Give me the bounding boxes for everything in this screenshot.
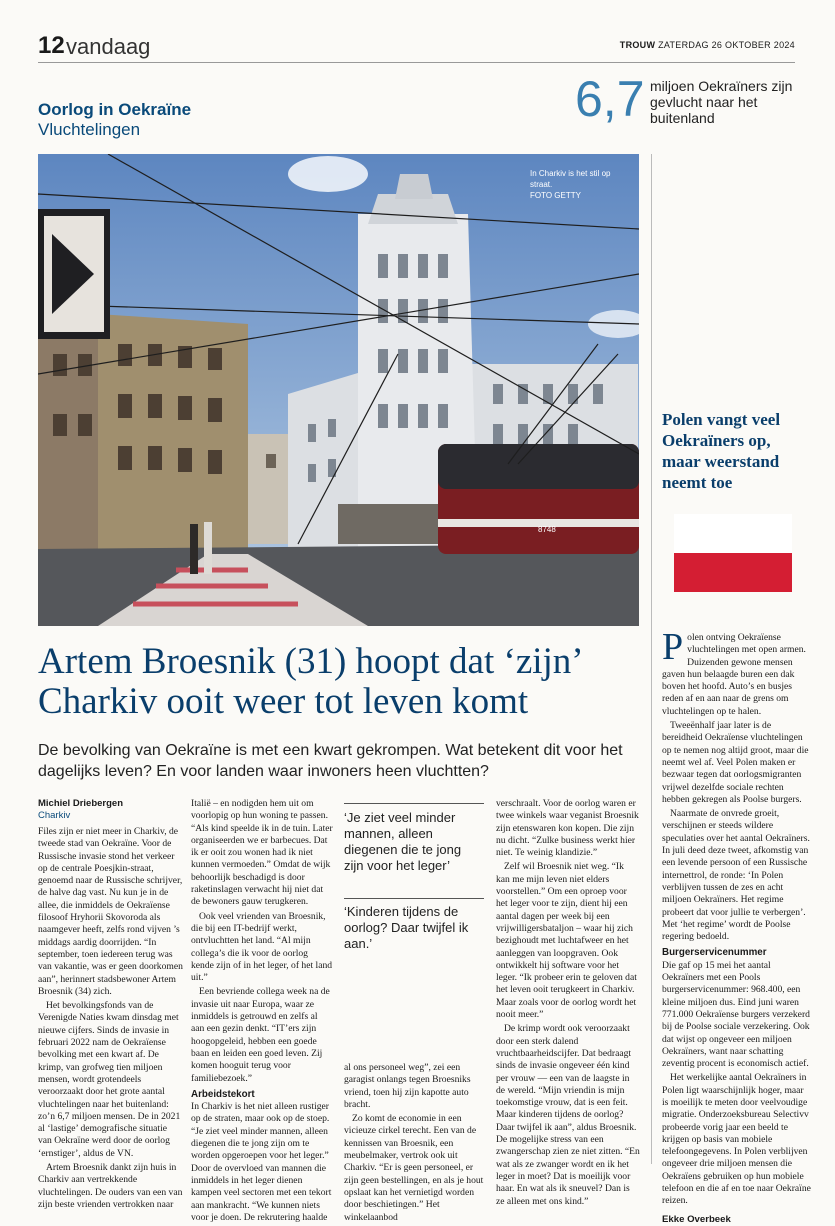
stat-number: 6,7 xyxy=(575,71,645,127)
paragraph: olen ontving Oekraïense vluchtelingen met open armen. Duizenden gewone mensen gaven hun belaagde buren een dak boven het hoofd. Auto’s en busjes reden af en aan naar de grens om vluchtelingen op te halen. xyxy=(662,632,806,717)
pull-quote-2: ‘Kinderen tijdens de oorlog? Daar twijfel ik aan.’ xyxy=(344,904,469,951)
article-lede: De bevolking van Oekraïne is met een kwart gekrompen. Wat betekent dit voor het dagelijks leven? En voor landen waar inwoners heen vluchtten? xyxy=(38,742,623,780)
paragraph: In Charkiv is het niet alleen rustiger op de straten, maar ook op de stoep. “Je ziet veel minder mannen, alleen diegenen die te jong zijn om te worden opgeroepen voor het leger.” Door de overvloed van mannen die inmiddels in het leger dienen kampen veel sectoren met een tekort aan mankracht. “We kunnen niets voor je doen. De rekrutering haalde xyxy=(191,1101,332,1223)
paragraph: Italië – en nodigden hem uit om voorlopig op hun woning te passen. “Als kind speelde ik in de tuin. Later organiseerden we er barbecues. Dat ik er ooit zou wonen had ik niet kunnen vermoeden.” Omdat de wijk behoorlijk beschadigd is door raketinslagen verwacht hij niet dat de bewoners gauw terugkeren. xyxy=(191,798,333,908)
sidebar-author: Ekke Overbeek xyxy=(662,1213,731,1225)
paragraph: verschraalt. Voor de oorlog waren er twee winkels waar veganist Broesnik zijn etenswaren kon kopen. Die zijn nu dicht. “Zulke business werkt hier niet. Te weinig klandizie.” xyxy=(496,798,639,859)
top-rule xyxy=(38,62,795,63)
pull-quote-1: ‘Je ziet veel minder mannen, alleen diegenen die te jong zijn voor het leger’ xyxy=(344,810,462,873)
paragraph: Een bevriende collega week na de invasie uit naar Europa, waar ze inmiddels is getrouwd en zelfs al aan een gezin denkt. “IT’ers zijn hoogopgeleid, hebben een goede baan en leiden een goed leven. Zij komen hooguit terug voor familiebezoek.” xyxy=(191,986,330,1084)
paragraph: Naarmate de onvrede groeit, verschijnen er steeds wildere speculaties over het aantal Oekraïners. In juli deed deze tweet, afkomstig van een levende persoon of een Russische internettrol, de ronde: ‘In Polen verblijven tussen de zes en acht miljoen Oekraïners. Het regime probeert dat voor jullie te verbergen’. Met ‘het regime’ wordt de Poolse regering bedoeld. xyxy=(662,808,810,943)
article-column-2 xyxy=(191,798,333,1226)
stat-text: miljoen Oekraïners zijn gevlucht naar het buitenland xyxy=(650,78,793,126)
article-column-1 xyxy=(38,826,183,1213)
paragraph: Het werkelijke aantal Oekraïners in Polen ligt waarschijnlijk hoger, maar is moeilijk te meten door veelvoudige migratie. Onderzoeksbureau Selectivv probeerde vorig jaar een beeld te krijgen op basis van mobiele telefoongegevens. In Polen verblijven ongeveer drie miljoen mensen die Oekraïens gebruiken op hun mobiele telefoon en die af en toe naar Oekraïne reizen. xyxy=(662,1072,811,1207)
byline-location: Charkiv xyxy=(38,810,71,821)
paragraph: Files zijn er niet meer in Charkiv, de tweede stad van Oekraïne. Voor de Russische invasie stond het verkeer op de centrale Poesjkin-straat, genoemd naar de Russische schrijver, de halve dag vast. Nu kun je in de allee, die inmiddels de Oekraïense filosoof Hryhorii Skovoroda als naamgever heeft, zelfs rond vijven ’s middags aardig doorrijden. “In september, toen iedereen terug was van vakantie, was er geen doorkomen aan”, herinnert stadsbewoner Artem Broesnik (34) zich. xyxy=(38,826,183,997)
quote-rule xyxy=(344,898,484,899)
sidebar-headline: Polen vangt veel Oekraïners op, maar weerstand neemt toe xyxy=(662,410,781,492)
photo-caption xyxy=(530,168,630,201)
kicker: Oorlog in Oekraïne xyxy=(38,100,192,119)
tram-number: 8748 xyxy=(538,525,556,534)
section-title: vandaag xyxy=(66,34,151,59)
paragraph: Die gaf op 15 mei het aantal Oekraïners met een Pools burgerservicenummer: 968.400, een kleine miljoen dus. Eind juni waren 771.000 Oekraïense burgers verzekerd bij de Poolse sociale verzekering. Ook dat wijst op ongeveer een miljoen Oekraïners, want naar schatting zeventig procent is economisch actief. xyxy=(662,959,810,1070)
newspaper-name: TROUW xyxy=(619,40,656,50)
paragraph: Het bevolkingsfonds van de Verenigde Naties kwam dinsdag met nieuwe cijfers. Sinds de invasie in februari 2022 nam de Oekraïense bevolking met een kwart af. De krimp, van grofweg tien miljoen mensen, wordt grotendeels veroorzaakt door het grote aantal vluchtelingen naar het buitenland: zo’n 6,7 miljoen mensen. De in 2021 al ‘lastige’ demografische situatie van Oekraïne werd door de oorlog ‘ernstiger’, aldus de VN. xyxy=(38,1000,181,1159)
charkiv-street-illustration xyxy=(38,154,639,626)
paragraph: al ons personeel weg”, zei een garagist onlangs tegen Broesniks vriend, toen hij zijn kapotte auto bracht. xyxy=(344,1062,471,1110)
dropcap: P xyxy=(662,626,684,668)
page-number: 12 xyxy=(38,32,65,59)
article-column-3 xyxy=(344,1062,486,1226)
paragraph: Zelf wil Broesnik niet weg. “Ik kan me mijn leven niet elders voorstellen.” Om een oproep voor het leger voor te zijn, dient hij een aantal dagen per week bij een vrijwilligersbataljon – waar hij zich bezighoudt met luchtafweer en het aanleggen van loopgraven. Ook ontwikkelt hij software voor het leger. “Ik probeer erin te geloven dat het leven ooit terugkeert in Charkiv. Maar zoals voor de oorlog wordt het nooit meer.” xyxy=(496,861,637,1021)
paragraph: De krimp wordt ook veroorzaakt door een sterk dalend vruchtbaarheidscijfer. Dat bedraagt sinds de invasie ongeveer één kind per vrouw — een van de laagste in de wereld. “Mijn vriendin is mijn toekomstige vrouw, dat is een feit. Maar kinderen tijdens de oorlog? Daar twijfel ik aan”, aldus Broesnik. De mogelijke stress van een zwangerschap zien ze niet zitten. “En wat als ze zwanger wordt en ik het leger in moet? Dat is moeilijk voor haar. En wat als ik sneuvel? Dan is ze alleen met ons kind.” xyxy=(496,1023,640,1207)
subkicker: Vluchtelingen xyxy=(38,120,141,139)
paragraph: Zo komt de economie in een vicieuze cirkel terecht. Een van de kennissen van Broesnik, een meubelmaker, vertrok ook uit Charkiv. “Er is geen personeel, er zijn geen bestellingen, en als je hout opslaat kan het vernietigd worden door beschietingen.” Het winkelaanbod xyxy=(344,1113,484,1223)
sidebar-article xyxy=(662,626,812,1226)
sidebar-rule xyxy=(651,154,652,1164)
paragraph: Ook veel vrienden van Broesnik, die bij een IT-bedrijf werkt, ontvluchtten het land. “Al mijn collega’s die ik voor de oorlog kende zijn of in het leger, of het land uit.” xyxy=(191,910,333,984)
quote-rule xyxy=(344,803,484,804)
subhead-burgerservicenummer: Burgerservicenummer xyxy=(662,947,767,959)
photo-credit: FOTO GETTY xyxy=(530,191,581,200)
poland-flag-icon xyxy=(674,514,792,592)
flag-top-band xyxy=(674,514,792,553)
flag-bottom-band xyxy=(674,553,792,592)
paragraph: Tweeënhalf jaar later is de bereidheid Oekraïense vluchtelingen op te nemen nog altijd groot, maar die neemt wel af. Veel Polen maken er bezwaar tegen dat oorlogsmigranten vrijwel dezelfde sociale rechten hebben gekregen als Poolse burgers. xyxy=(662,720,809,805)
byline-author: Michiel Driebergen xyxy=(38,798,123,809)
masthead xyxy=(620,40,795,50)
article-column-4 xyxy=(496,798,640,1210)
main-photo xyxy=(38,154,639,626)
subhead-arbeidstekort: Arbeidstekort xyxy=(191,1088,255,1100)
caption-text: In Charkiv is het stil op straat. xyxy=(530,169,611,189)
issue-date: ZATERDAG 26 OKTOBER 2024 xyxy=(658,40,795,50)
paragraph: Artem Broesnik dankt zijn huis in Charkiv aan vertrekkende vluchtelingen. De ouders van een van zijn beste vrienden vertrokken naar xyxy=(38,1162,183,1210)
article-headline: Artem Broesnik (31) hoopt dat ‘zijn’ Charkiv ooit weer tot leven komt xyxy=(38,641,581,722)
